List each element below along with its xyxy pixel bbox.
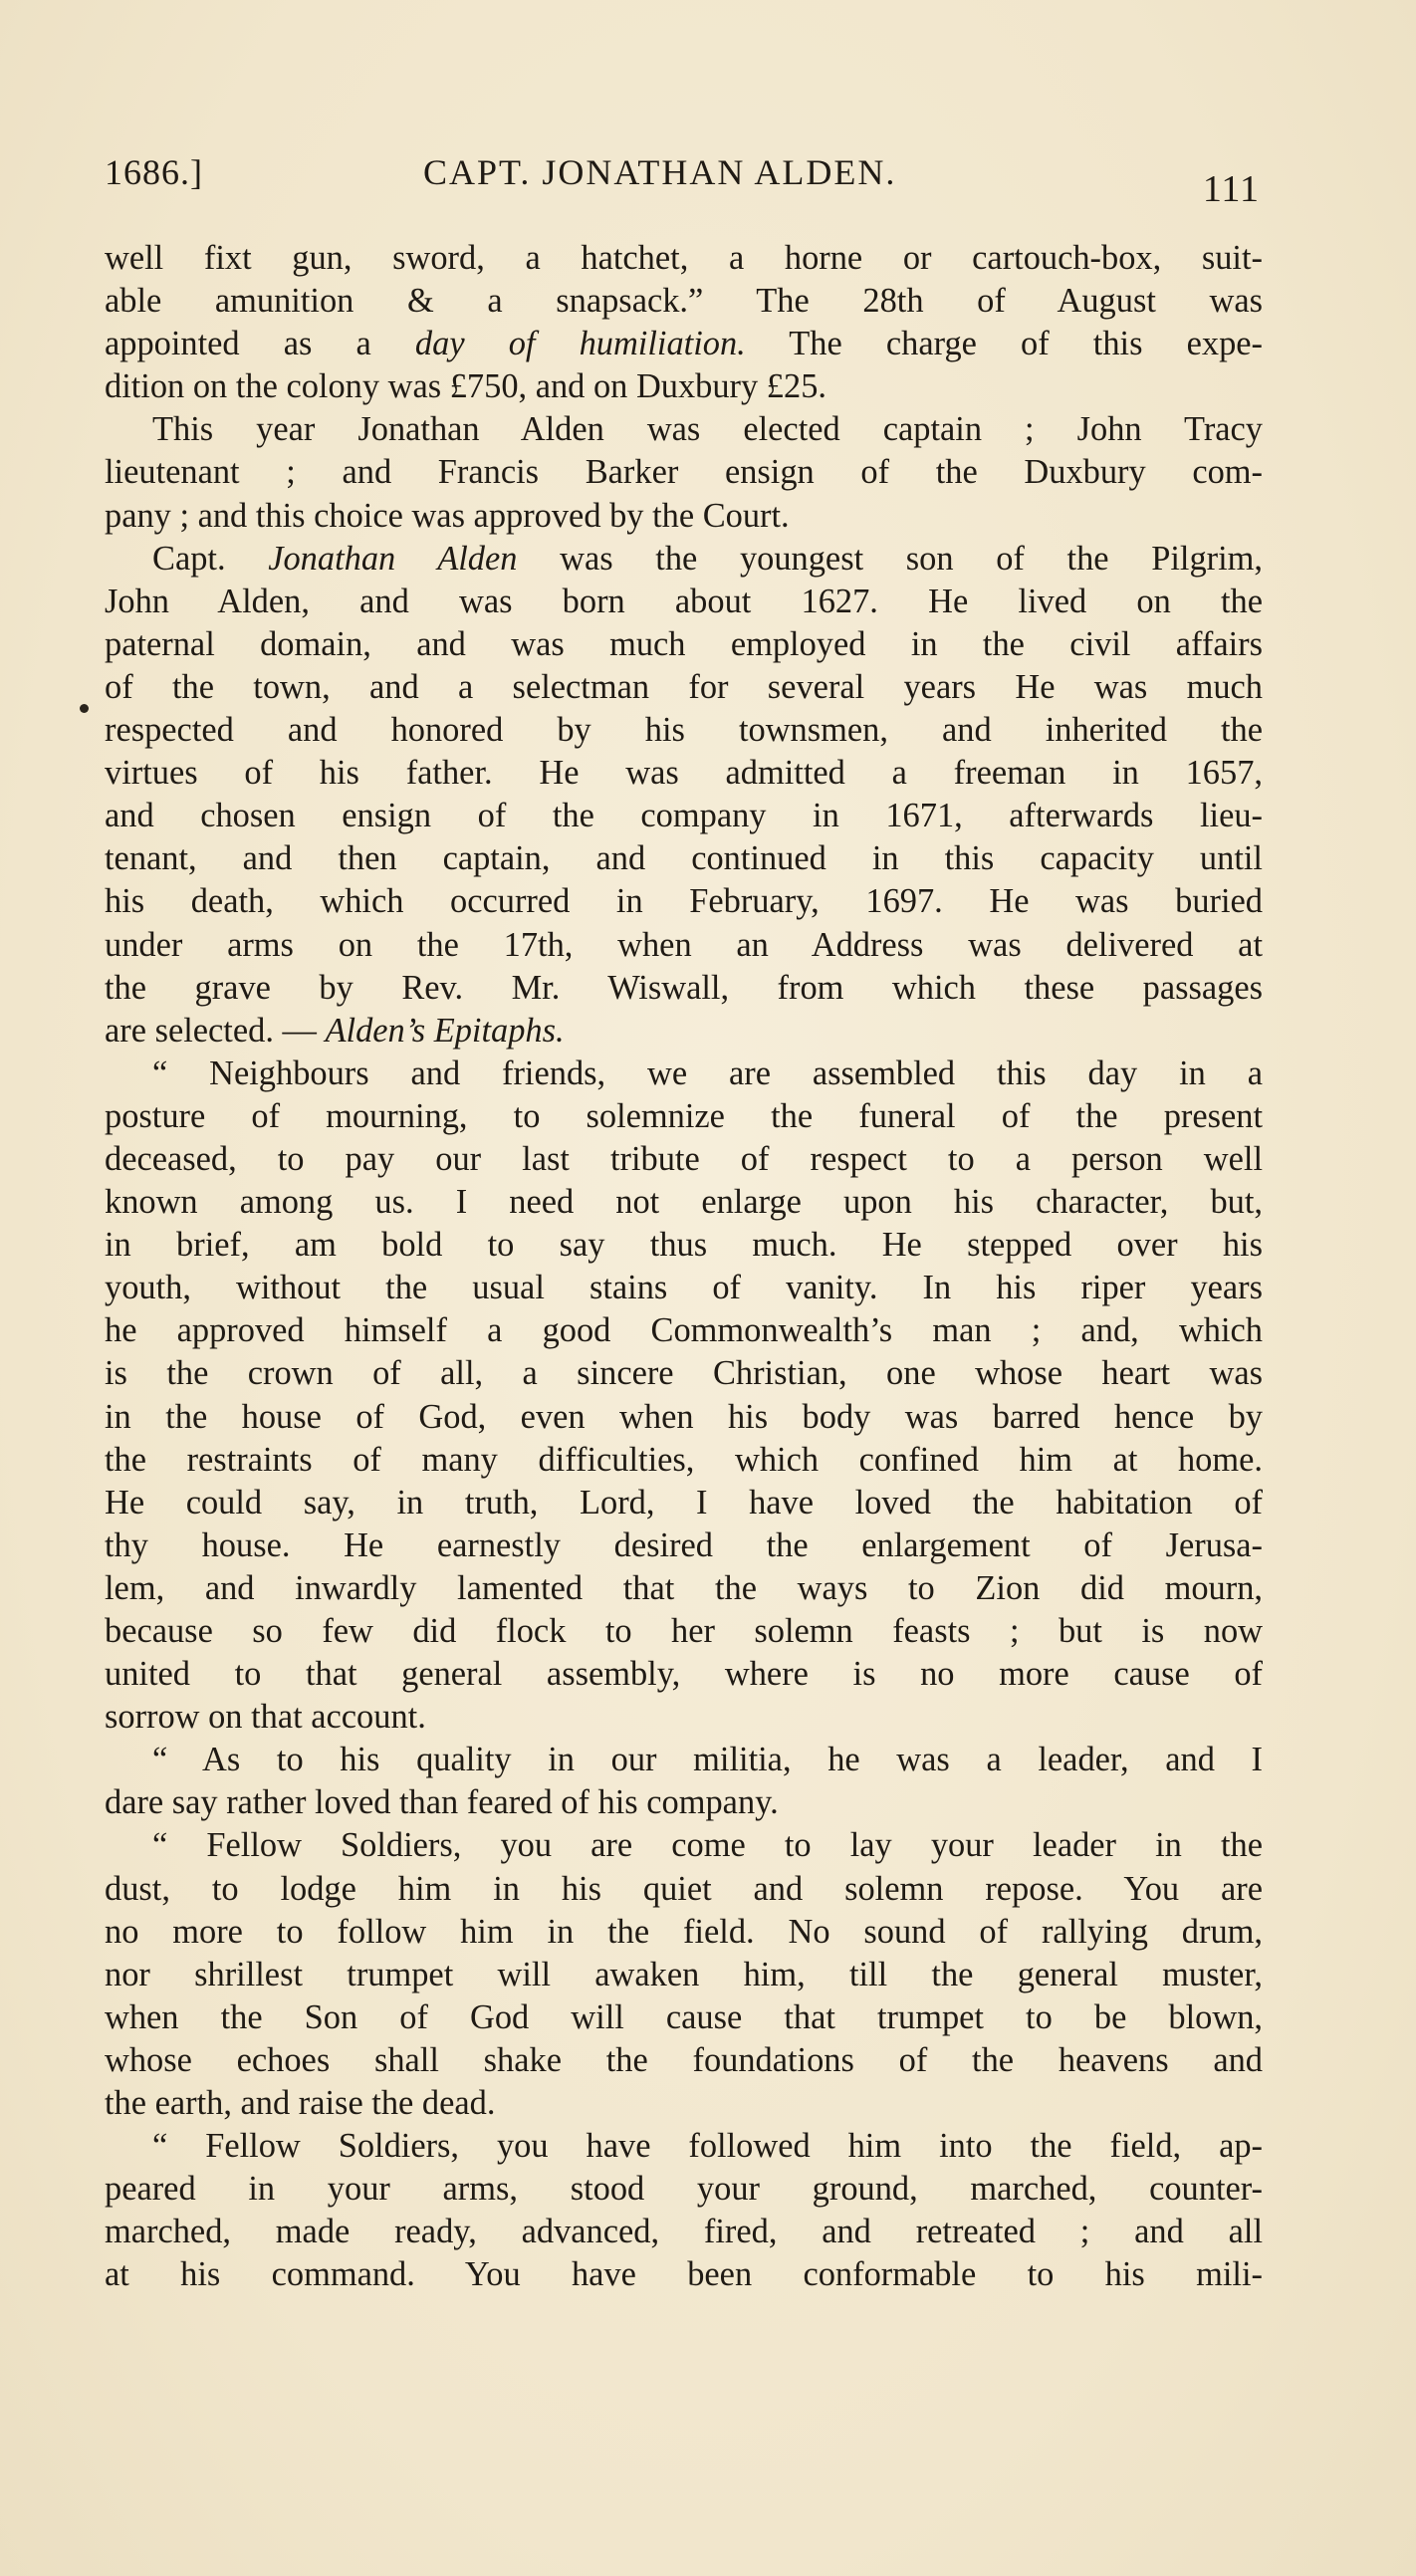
text-line [105,538,1263,581]
text-line [105,581,1263,623]
text-run: posture of mourning, to solemnize the funeral of the present [105,1096,1263,1135]
text-run: thy house. He earnestly desired the enlargement of Jerusa- [105,1525,1263,1564]
text-run: “ Fellow Soldiers, you have followed him into the field, ap- [152,2127,1263,2166]
text-run: The charge of this expe- [745,325,1263,363]
text-run: sorrow on that account. [105,1698,426,1737]
running-header [105,147,1260,210]
text-line [105,1439,1263,1482]
text-line [105,1781,1263,1824]
text-run: the earth, and raise the dead. [105,2084,496,2123]
text-line [105,1996,1263,2039]
italic-text: Alden’s Epitaphs. [325,1011,565,1050]
text-line [105,1696,1263,1739]
text-run: dare say rather loved than feared of his company. [105,1783,779,1822]
text-run: dust, to lodge him in his quiet and solemn repose. You are [105,1869,1263,1908]
text-run: well fixt gun, sword, a hatchet, a horne or cartouch-box, suit- [105,239,1263,277]
text-line [105,323,1263,365]
text-run: his death, which occurred in February, 1697. He was buried [105,882,1263,921]
text-run: when the Son of God will cause that trumpet to be blown, [105,1997,1263,2036]
text-run: appointed as a [105,325,415,363]
text-run: the grave by Rev. Mr. Wiswall, from which these passages [105,968,1263,1007]
text-run: This year Jonathan Alden was elected captain ; John Tracy [152,410,1263,449]
text-line [105,837,1263,880]
text-line [105,2168,1263,2211]
text-line [105,752,1263,795]
text-run: of the town, and a selectman for several years He was much [105,667,1263,706]
text-run: deceased, to pay our last tribute of respect to a person well [105,1139,1263,1178]
text-line [105,1095,1263,1138]
text-line [105,1352,1263,1395]
text-run: “ Neighbours and friends, we are assembled this day in a [152,1054,1263,1092]
text-line [105,795,1263,837]
italic-text: day of humiliation. [414,325,746,363]
text-run: he approved himself a good Commonwealth’s man ; and, which [105,1311,1263,1350]
italic-text: Jonathan Alden [268,539,518,578]
text-run: united to that general assembly, where is no more cause of [105,1655,1263,1694]
text-line [105,1482,1263,1524]
text-line [105,365,1263,408]
text-run: tenant, and then captain, and continued in this capacity until [105,839,1263,878]
text-run: whose echoes shall shake the foundations of the heavens and [105,2040,1263,2079]
text-run: peared in your arms, stood your ground, marched, counter- [105,2170,1263,2209]
margin-ink-dot [80,704,89,713]
text-line [105,1181,1263,1224]
text-line [105,1138,1263,1181]
text-run: John Alden, and was born about 1627. He lived on the [105,582,1263,620]
text-line [105,1309,1263,1352]
text-run: and chosen ensign of the company in 1671, afterwards lieu- [105,797,1263,835]
text-run: respected and honored by his townsmen, and inherited the [105,711,1263,750]
text-line [105,451,1263,494]
text-line [105,2039,1263,2082]
text-run: He could say, in truth, Lord, I have loved the habitation of [105,1483,1263,1522]
text-line [105,1524,1263,1567]
text-line [105,1911,1263,1954]
text-line [105,1224,1263,1267]
text-line [105,1610,1263,1653]
text-run: nor shrillest trumpet will awaken him, till the general muster, [105,1955,1263,1993]
text-run: are selected. — [105,1011,326,1050]
text-line [105,2211,1263,2253]
text-run: under arms on the 17th, when an Address was delivered at [105,925,1263,964]
text-line [105,1824,1263,1867]
text-line [105,2125,1263,2168]
text-line [105,1739,1263,1781]
text-run: was the youngest son of the Pilgrim, [517,539,1263,578]
text-run: because so few did flock to her solemn feasts ; but is now [105,1612,1263,1650]
text-line [105,408,1263,451]
text-run: “ Fellow Soldiers, you are come to lay your leader in the [152,1826,1263,1865]
text-run: the restraints of many difficulties, which confined him at home. [105,1440,1263,1479]
text-line [105,1567,1263,1610]
text-run: paternal domain, and was much employed in the civil affairs [105,624,1263,663]
text-line [105,924,1263,967]
text-line [105,666,1263,709]
text-line [105,1053,1263,1095]
text-line [105,280,1263,323]
text-line [105,1868,1263,1911]
page-number: 111 [1202,168,1260,210]
text-run: in the house of God, even when his body was barred hence by [105,1397,1263,1436]
text-run: known among us. I need not enlarge upon his character, but, [105,1183,1263,1222]
text-line [105,709,1263,752]
text-run: in brief, am bold to say thus much. He stepped over his [105,1226,1263,1265]
text-run: no more to follow him in the field. No sound of rallying drum, [105,1912,1263,1951]
text-run: able amunition & a snapsack.” The 28th of August was [105,282,1263,321]
text-run: Capt. [152,539,269,578]
text-run: at his command. You have been conformable to his mili- [105,2255,1263,2294]
text-line [105,623,1263,666]
text-run: pany ; and this choice was approved by the Court. [105,496,790,535]
text-line [105,1267,1263,1309]
text-line [105,2253,1263,2296]
text-line [105,1010,1263,1053]
text-run: marched, made ready, advanced, fired, and retreated ; and all [105,2213,1263,2251]
text-run: is the crown of all, a sincere Christian, one whose heart was [105,1354,1263,1393]
text-run: youth, without the usual stains of vanity. In his riper years [105,1269,1263,1307]
text-run: “ As to his quality in our militia, he was a leader, and I [152,1741,1263,1779]
text-line [105,880,1263,923]
body-text [105,237,1263,2297]
header-year: 1686.] [105,152,203,192]
header-title: CAPT. JONATHAN ALDEN. [423,152,897,192]
text-line [105,1396,1263,1439]
text-run: lem, and inwardly lamented that the ways to Zion did mourn, [105,1568,1263,1607]
text-line [105,495,1263,538]
text-line [105,1653,1263,1696]
text-line [105,967,1263,1010]
text-run: lieutenant ; and Francis Barker ensign of the Duxbury com- [105,453,1263,492]
text-line [105,237,1263,280]
text-run: dition on the colony was £750, and on Duxbury £25. [105,367,826,406]
text-line [105,2082,1263,2125]
text-run: virtues of his father. He was admitted a freeman in 1657, [105,754,1263,793]
text-line [105,1954,1263,1996]
